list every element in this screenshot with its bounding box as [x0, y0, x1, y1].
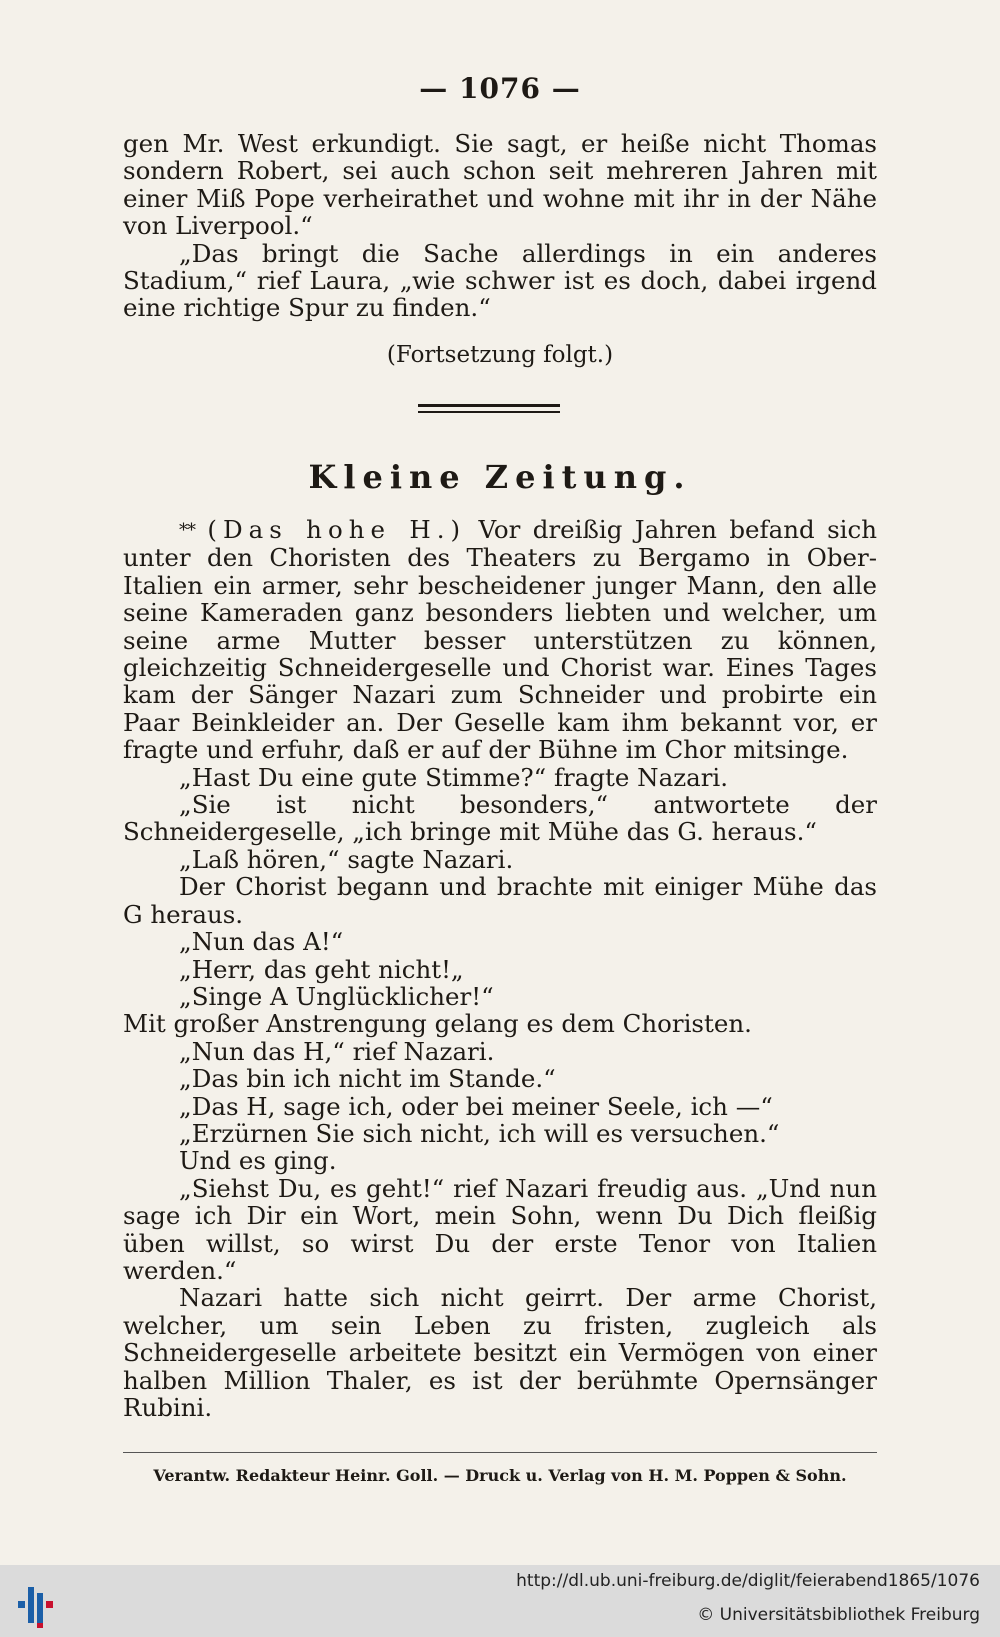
ub-freiburg-logo-icon[interactable]: [14, 1579, 58, 1629]
section-divider: [418, 404, 560, 413]
article-paragraph: Und es ging.: [179, 1146, 337, 1176]
permalink[interactable]: http://dl.ub.uni-freiburg.de/diglit/feierabend1865/1076: [516, 1571, 980, 1591]
article-paragraph: „Sie ist nicht besonders,“ antwortete der Schneidergeselle, „ich bringe mit Mühe das G. heraus.“: [123, 790, 877, 847]
continuation-paragraph: „Das bringt die Sache allerdings in ein anderes Stadium,“ rief Laura, „wie schwer ist es doch, dabei irgend eine richtige Spur zu finden.“: [123, 238, 877, 323]
page-number: — 1076 —: [419, 72, 581, 105]
copyright-notice: © Universitätsbibliothek Freiburg: [697, 1605, 980, 1625]
article-paragraph: „Nun das A!“: [179, 927, 344, 957]
article-first-paragraph: [123, 516, 877, 764]
article-paragraph: „Erzürnen Sie sich nicht, ich will es versuchen.“: [179, 1118, 780, 1148]
imprint-divider: [123, 1452, 877, 1453]
article-paragraph-text: Vor dreißig Jahren befand sich unter den Choristen des Theaters zu Bergamo in Ober-Italien ein armer, sehr bescheidener junger Mann, den alle seine Kameraden ganz besonders liebten und welcher, um seine arme Mutter besser unterstützen zu können, gleichzeitig Schneidergeselle und Chorist war. Eines Tages kam der Sänger Nazari zum Schneider und probirte ein Paar Beinkleider an. Der Geselle kam ihm bekannt vor, er fragte und erfuhr, daß er auf der Bühne im Chor mitsinge.: [123, 515, 877, 765]
continuation-text: [123, 130, 877, 322]
article-headline: (Das hohe H.): [207, 515, 467, 544]
continuation-paragraph: gen Mr. West erkundigt. Sie sagt, er heiße nicht Thomas sondern Robert, sei auch schon seit mehreren Jahren mit einer Miß Pope verheirathet und wohne mit ihr in der Nähe von Liverpool.“: [123, 129, 877, 241]
article-paragraph: Nazari hatte sich nicht geirrt. Der arme Chorist, welcher, um sein Leben zu fristen, zugleich als Schneidergeselle arbeitete besitzt ein Vermögen von einer halben Million Thaler, es ist der berühmte Opernsänger Rubini.: [123, 1283, 877, 1422]
article-paragraph: „Siehst Du, es geht!“ rief Nazari freudig aus. „Und nun sage ich Dir ein Wort, mein Sohn, wenn Du Dich fleißig üben willst, so wirst Du der erste Tenor von Italien werden.“: [123, 1173, 877, 1285]
continued-note: (Fortsetzung folgt.): [386, 342, 614, 368]
article-paragraph: „Hast Du eine gute Stimme?“ fragte Nazari.: [179, 762, 729, 792]
article-paragraph: „Singe A Unglücklicher!“: [179, 981, 494, 1011]
article-paragraph: „Das bin ich nicht im Stande.“: [179, 1064, 556, 1094]
article-paragraph: „Das H, sage ich, oder bei meiner Seele, ich —“: [179, 1091, 773, 1121]
article-paragraph: „Nun das H,“ rief Nazari.: [179, 1036, 495, 1066]
viewer-footer: [0, 1565, 1000, 1637]
article-paragraph: Mit großer Anstrengung gelang es dem Choristen.: [123, 1009, 752, 1039]
section-title: Kleine Zeitung.: [308, 458, 692, 496]
article-paragraph: „Herr, das geht nicht!„: [179, 954, 464, 984]
article-paragraph: „Laß hören,“ sagte Nazari.: [179, 844, 514, 874]
article: [123, 516, 877, 1421]
imprint: Verantw. Redakteur Heinr. Goll. — Druck u. Verlag von H. M. Poppen & Sohn.: [153, 1466, 847, 1485]
asterism-icon: **: [179, 520, 195, 541]
article-paragraph: Der Chorist begann und brachte mit einiger Mühe das G heraus.: [123, 872, 877, 929]
